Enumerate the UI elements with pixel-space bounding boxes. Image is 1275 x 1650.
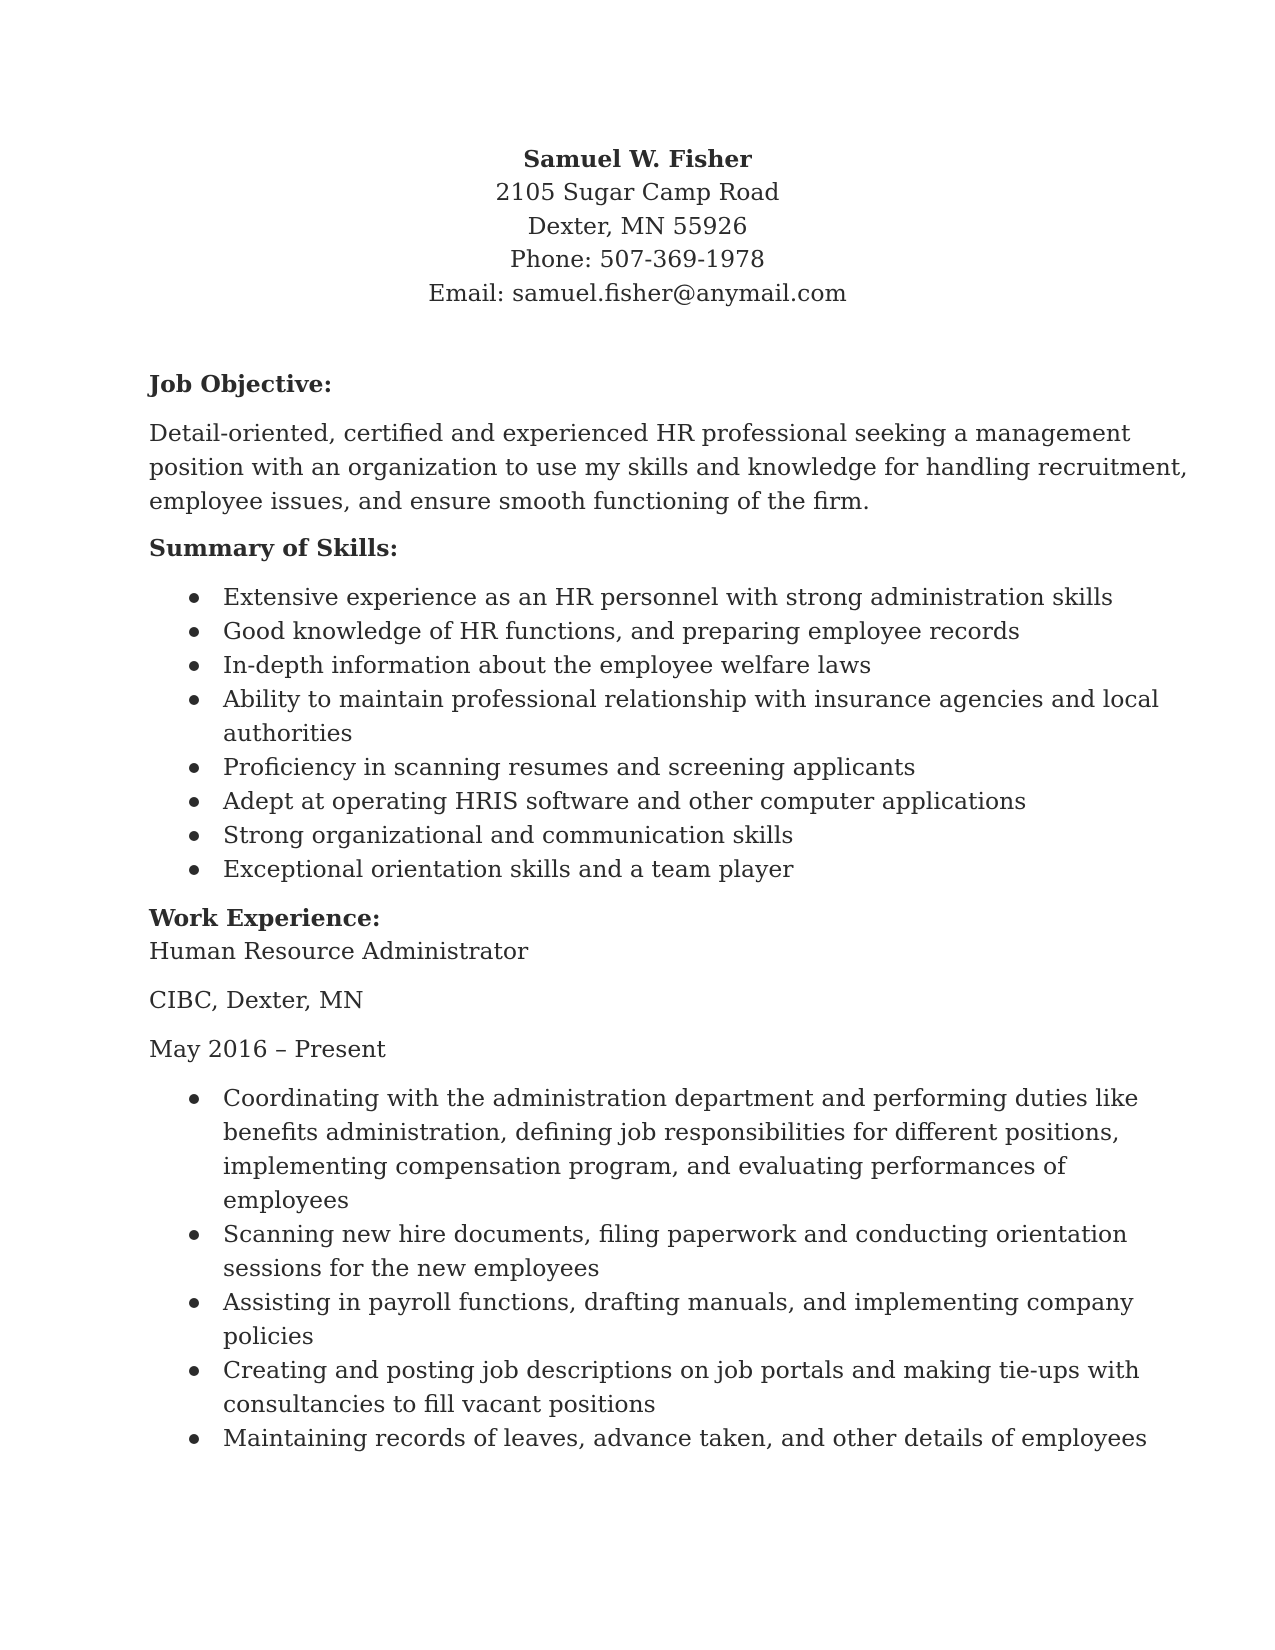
address-street: 2105 Sugar Camp Road	[495, 178, 780, 207]
bullet-icon	[189, 1434, 199, 1444]
bullet-icon	[189, 1366, 199, 1376]
list-item: Maintaining records of leaves, advance taken, and other details of employees	[149, 1421, 1109, 1455]
bullet-icon	[189, 797, 199, 807]
list-item: In-depth information about the employee welfare laws	[149, 648, 1109, 682]
bullet-icon	[189, 831, 199, 841]
bullet-icon	[189, 695, 199, 705]
skills-heading: Summary of Skills:	[149, 534, 399, 562]
objective-paragraph	[149, 416, 1188, 518]
candidate-name: Samuel W. Fisher	[523, 145, 752, 173]
duties-list	[149, 1081, 1148, 1455]
objective-line: employee issues, and ensure smooth functioning of the firm.	[149, 487, 870, 515]
bullet-icon	[189, 763, 199, 773]
bullet-icon	[189, 1094, 199, 1104]
list-item: Coordinating with the administration department and performing duties like benefits administration, defining job responsibilities for different positions, implementing compensation program, and evaluating performances of employees	[149, 1081, 1109, 1217]
objective-heading: Job Objective:	[149, 370, 333, 398]
contact-header	[0, 143, 1275, 310]
list-item: Proficiency in scanning resumes and screening applicants	[149, 750, 1109, 784]
list-item: Ability to maintain professional relationship with insurance agencies and local authorities	[149, 682, 1109, 750]
list-item: Strong organizational and communication skills	[149, 818, 1109, 852]
list-item: Creating and posting job descriptions on job portals and making tie-ups with consultancies to fill vacant positions	[149, 1353, 1109, 1421]
company-location: CIBC, Dexter, MN	[149, 986, 364, 1014]
list-item: Good knowledge of HR functions, and preparing employee records	[149, 614, 1109, 648]
experience-heading: Work Experience:	[149, 904, 381, 932]
bullet-icon	[189, 661, 199, 671]
objective-line: position with an organization to use my skills and knowledge for handling recruitment,	[149, 453, 1188, 481]
list-item: Exceptional orientation skills and a team player	[149, 852, 1109, 886]
employment-dates: May 2016 – Present	[149, 1035, 386, 1063]
skills-list	[149, 580, 1160, 886]
bullet-icon	[189, 1230, 199, 1240]
bullet-icon	[189, 593, 199, 603]
resume-body	[149, 368, 1188, 1455]
list-item: Extensive experience as an HR personnel with strong administration skills	[149, 580, 1109, 614]
list-item: Adept at operating HRIS software and other computer applications	[149, 784, 1109, 818]
job-title: Human Resource Administrator	[149, 937, 529, 965]
bullet-icon	[189, 865, 199, 875]
phone-line: Phone: 507-369-1978	[510, 245, 765, 274]
bullet-icon	[189, 1298, 199, 1308]
list-item: Scanning new hire documents, filing paperwork and conducting orientation sessions for the new employees	[149, 1217, 1109, 1285]
bullet-icon	[189, 627, 199, 637]
objective-line: Detail-oriented, certified and experienced HR professional seeking a management	[149, 419, 1131, 447]
email-line: Email: samuel.fisher@anymail.com	[428, 278, 847, 307]
address-city: Dexter, MN 55926	[527, 211, 748, 240]
list-item: Assisting in payroll functions, drafting manuals, and implementing company policies	[149, 1285, 1109, 1353]
